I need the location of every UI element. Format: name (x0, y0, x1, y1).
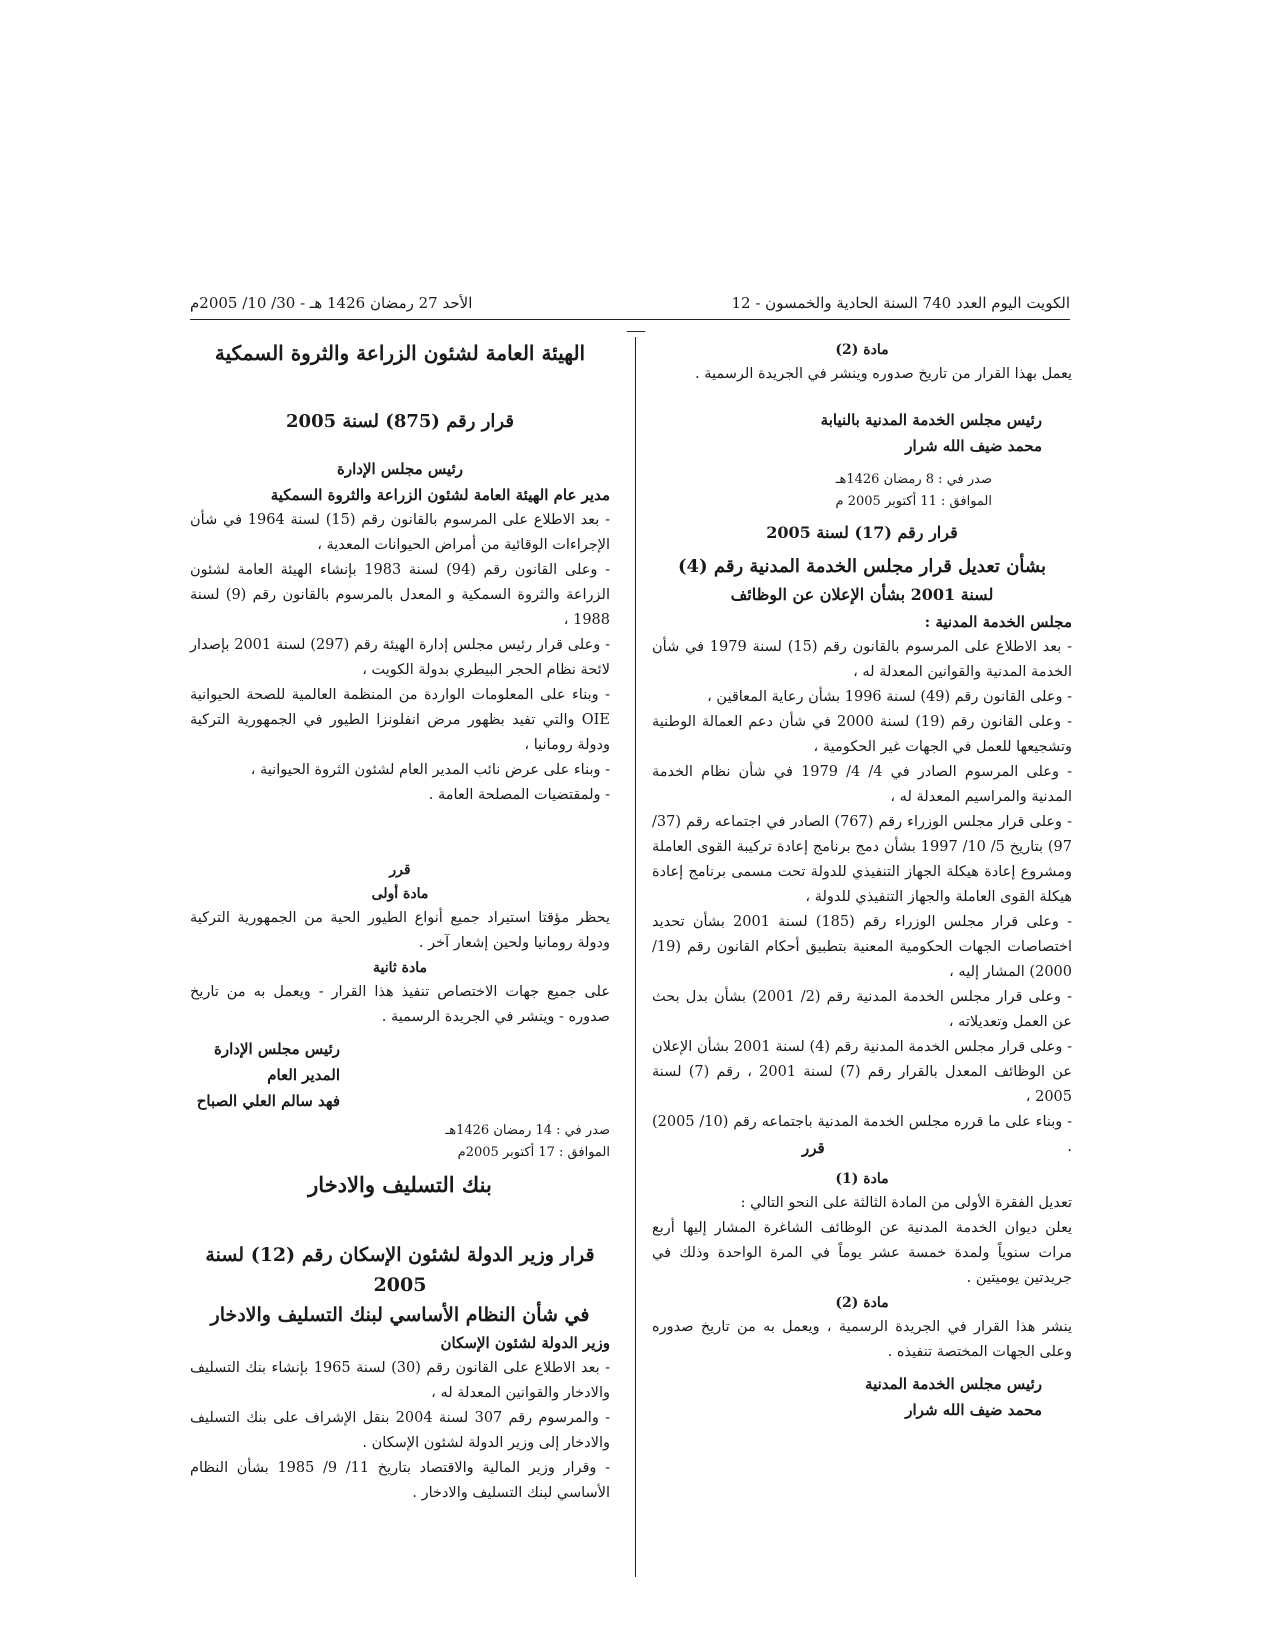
director-general: مدير عام الهيئة العامة لشئون الزراعة والثروة السمكية (270, 486, 610, 504)
decision-17-subtitle-2: لسنة 2001 بشأن الإعلان عن الوظائف (730, 585, 994, 604)
decision-875-title: قرار رقم (875) لسنة 2005 (286, 411, 514, 432)
preamble-item: - وبناء على ما قرره مجلس الخدمة المدنية باجتماعه رقم (10/ 2005) . (652, 1114, 1073, 1155)
signatory-role: المدير العام (267, 1066, 340, 1084)
column-divider-cap (627, 331, 645, 332)
article-2b-text: ينشر هذا القرار في الجريدة الرسمية ، ويعمل به من تاريخ صدوره وعلى الجهات المختصة تنفيذه . (652, 1319, 1072, 1360)
signatory-title: رئيس مجلس الخدمة المدنية (865, 1375, 1042, 1393)
preamble-item: - وعلى قرار مجلس الوزراء رقم (185) لسنة 2001 بشأن تحديد اختصاصات الجهات الحكومية المعنية بتطبيق أحكام القانون رقم (19/ 2000) المشار إليه ، (652, 914, 1072, 980)
authority-title: الهيئة العامة لشئون الزراعة والثروة السمكية (214, 341, 586, 365)
header-issue: الكويت اليوم العدد 740 السنة الحادية والخمسون - 12 (731, 294, 1070, 312)
issued-date-gregorian: الموافق : 11 أكتوبر 2005 م (835, 494, 992, 509)
issued-date-hijri: صدر في : 14 رمضان 1426هـ (445, 1123, 610, 1138)
article-second-text: على جميع جهات الاختصاص تنفيذ هذا القرار - ويعمل به من تاريخ صدوره - وينشر في الجريدة الرسمية . (190, 984, 610, 1025)
signatory-name: محمد ضيف الله شرار (905, 1401, 1042, 1419)
preamble-item: - وعلى قرار مجلس الوزراء رقم (767) الصادر في اجتماعه رقم (37/ 97) بتاريخ 5/ 10/ 1997 بشأن دمج برنامج إعادة تركيبة القوى العاملة ومشروع إعادة هيكلة الجهاز التنفيذي للدولة تحت مسمى برنامج إعادة هيكلة القوى العاملة والجهاز التنفيذي للدولة ، (652, 814, 1073, 905)
article-2-text: يعمل بهذا القرار من تاريخ صدوره وينشر في الجريدة الرسمية . (695, 366, 1072, 382)
signatory-title: رئيس مجلس الإدارة (214, 1040, 340, 1058)
signatory-name: فهد سالم العلي الصباح (196, 1092, 340, 1110)
preamble-item: - بعد الاطلاع على المرسوم بالقانون رقم (15) لسنة 1979 في شأن الخدمة المدنية والقوانين المعدلة له ، (652, 639, 1072, 680)
article-first-text: يحظر مؤقتا استيراد جميع أنواع الطيور الحية من الجمهورية التركية ودولة رومانيا ولحين إشعار آخر . (190, 910, 610, 951)
decision-17-subtitle-1: بشأن تعديل قرار مجلس الخدمة المدنية رقم (4) (678, 556, 1046, 577)
preamble-item: - ولمقتضيات المصلحة العامة . (428, 787, 610, 803)
header-rule (190, 319, 1070, 320)
preamble-item: - وبناء على عرض نائب المدير العام لشئون الثروة الحيوانية ، (250, 762, 610, 778)
preamble-item: - وعلى القانون رقم (19) لسنة 2000 في شأن دعم العمالة الوطنية وتشجيعها للعمل في الجهات غير الحكومية ، (652, 714, 1072, 755)
preamble-item: - وقرار وزير المالية والاقتصاد بتاريخ 11/ 9/ 1985 بشأن النظام الأساسي لبنك التسليف والادخار . (190, 1460, 610, 1501)
decided-word: قرر (389, 862, 411, 878)
preamble-item: - وبناء على المعلومات الواردة من المنظمة العالمية للصحة الحيوانية OIE والتي تفيد بظهور مرض انفلونزا الطيور في الجمهورية التركية ودولة رومانيا ، (190, 687, 610, 753)
preamble-item: - وعلى قرار مجلس الخدمة المدنية رقم (4) لسنة 2001 بشأن الإعلان عن الوظائف المعدل بالقرار رقم (7) لسنة 2001 ، رقم (7) لسنة 2005 ، (652, 1039, 1072, 1105)
decision-12-subtitle: في شأن النظام الأساسي لبنك التسليف والادخار (210, 1304, 590, 1326)
issued-date-gregorian: الموافق : 17 أكتوبر 2005م (457, 1145, 610, 1160)
article-1-text: يعلن ديوان الخدمة المدنية عن الوظائف الشاغرة المشار إليها أربع مرات سنوياً ولمدة خمسة عشر يوماً في المرة الواحدة وذلك في جريدتين يوميتين . (652, 1220, 1072, 1286)
article-first-title: مادة أولى (371, 886, 429, 902)
right-column (652, 338, 1072, 1423)
left-column (190, 338, 610, 1506)
article-1-title: مادة (1) (835, 1171, 889, 1187)
preamble-item: - بعد الاطلاع على القانون رقم (30) لسنة 1965 بإنشاء بنك التسليف والادخار والقوانين المعدلة له ، (190, 1360, 610, 1401)
board-chair: رئيس مجلس الإدارة (337, 460, 463, 478)
column-divider (635, 337, 636, 1577)
preamble-item: - والمرسوم رقم 307 لسنة 2004 بنقل الإشراف على بنك التسليف والادخار إلى وزير الدولة لشئون الإسكان . (190, 1410, 610, 1451)
minister-heading: وزير الدولة لشئون الإسكان (440, 1334, 610, 1352)
header-date: الأحد 27 رمضان 1426 هـ - 30/ 10/ 2005م (190, 294, 473, 312)
signatory-title: رئيس مجلس الخدمة المدنية بالنيابة (820, 411, 1042, 429)
decided-word: قرر (802, 1139, 825, 1157)
article-2b-title: مادة (2) (835, 1295, 889, 1311)
bank-title: بنك التسليف والادخار (308, 1172, 492, 1197)
page-header (190, 294, 1070, 320)
issued-date-hijri: صدر في : 8 رمضان 1426هـ (835, 472, 992, 487)
preamble-item: - وعلى المرسوم الصادر في 4/ 4/ 1979 في شأن نظام الخدمة المدنية والمراسيم المعدلة له ، (652, 764, 1072, 805)
council-heading: مجلس الخدمة المدنية : (924, 613, 1072, 631)
preamble-item: - بعد الاطلاع على المرسوم بالقانون رقم (15) لسنة 1964 في شأن الإجراءات الوقائية من أمراض الحيوانات المعدية ، (190, 512, 610, 553)
preamble-item: - وعلى قرار مجلس الخدمة المدنية رقم (2/ 2001) بشأن بدل بحث عن العمل وتعديلاته ، (652, 989, 1072, 1030)
decision-17-title: قرار رقم (17) لسنة 2005 (766, 523, 958, 542)
article-2-title: مادة (2) (835, 342, 889, 358)
article-second-title: مادة ثانية (373, 960, 427, 976)
article-1-text: تعديل الفقرة الأولى من المادة الثالثة على النحو التالي : (740, 1195, 1072, 1211)
preamble-item: - وعلى قرار رئيس مجلس إدارة الهيئة رقم (297) لسنة 2001 بإصدار لائحة نظام الحجر البيطري بدولة الكويت ، (190, 637, 610, 678)
preamble-item: - وعلى القانون رقم (49) لسنة 1996 بشأن رعاية المعاقين ، (707, 689, 1072, 705)
signatory-name: محمد ضيف الله شرار (905, 437, 1042, 455)
decision-12-title: قرار وزير الدولة لشئون الإسكان رقم (12) لسنة 2005 (205, 1244, 595, 1296)
preamble-item: - وعلى القانون رقم (94) لسنة 1983 بإنشاء الهيئة العامة لشئون الزراعة والثروة السمكية و المعدل بالمرسوم بالقانون رقم (9) لسنة 1988 ، (190, 562, 610, 628)
